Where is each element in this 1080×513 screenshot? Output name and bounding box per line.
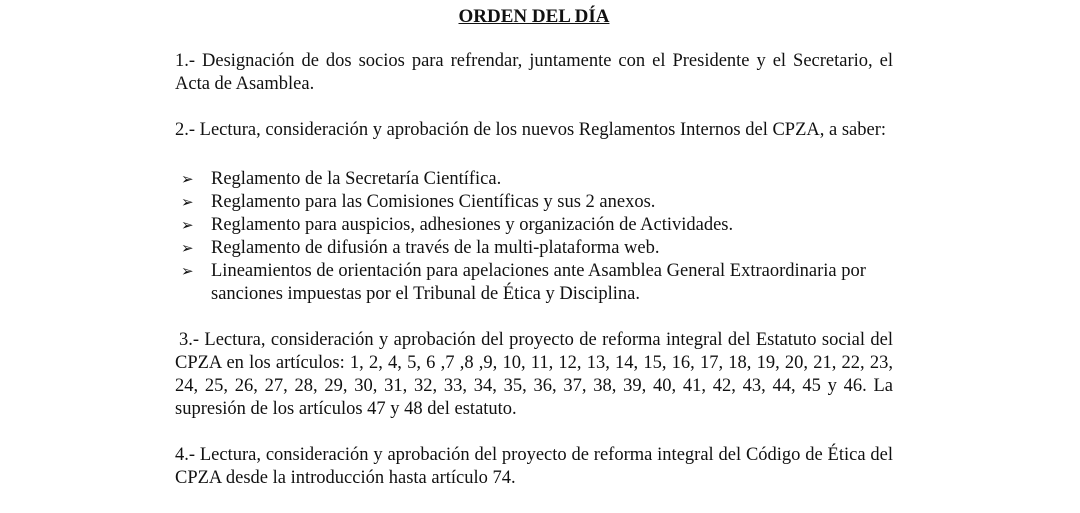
list-item-text: Reglamento para las Comisiones Científicas y sus 2 anexos.: [211, 192, 656, 212]
arrowhead-bullet-icon: ➢: [181, 216, 194, 234]
arrowhead-bullet-icon: ➢: [181, 193, 194, 211]
list-item: [175, 260, 893, 306]
arrowhead-bullet-icon: ➢: [181, 170, 194, 188]
regulations-list: [175, 168, 893, 306]
agenda-item-4: 4.- Lectura, consideración y aprobación del proyecto de reforma integral del Código de Ética del CPZA desde la introducción hasta artículo 74.: [175, 445, 893, 488]
agenda-item-2: 2.- Lectura, consideración y aprobación de los nuevos Reglamentos Internos del CPZA, a saber:: [175, 120, 887, 140]
list-item: [175, 237, 893, 260]
document-title: ORDEN DEL DÍA: [458, 6, 610, 27]
list-item-text: Reglamento de difusión a través de la multi-plataforma web.: [211, 238, 660, 258]
list-item: [175, 191, 893, 214]
agenda-item-1: 1.- Designación de dos socios para refrendar, juntamente con el Presidente y el Secretario, el Acta de Asamblea.: [175, 51, 893, 94]
agenda-item-3: 3.- Lectura, consideración y aprobación del proyecto de reforma integral del Estatuto social del CPZA en los artículos: 1, 2, 4, 5, 6 ,7 ,8 ,9, 10, 11, 12, 13, 14, 15, 16, 17, 18, 19, 20, 21, 22, 23, 24, 25, 26, 27, 28, 29, 30, 31, 32, 33, 34, 35, 36, 37, 38, 39, 40, 41, 42, 43, 44, 45 y 46. La supresión de los artículos 47 y 48 del estatuto.: [175, 330, 893, 419]
list-item-text: Reglamento de la Secretaría Científica.: [211, 169, 502, 189]
list-item: [175, 214, 893, 237]
list-item: [175, 168, 893, 191]
list-item-text: Lineamientos de orientación para apelaciones ante Asamblea General Extraordinaria por sanciones impuestas por el Tribunal de Ética y Disciplina.: [211, 261, 866, 304]
document-page: [175, 4, 893, 513]
arrowhead-bullet-icon: ➢: [181, 239, 194, 257]
list-item-text: Reglamento para auspicios, adhesiones y organización de Actividades.: [211, 215, 734, 235]
arrowhead-bullet-icon: ➢: [181, 262, 194, 280]
